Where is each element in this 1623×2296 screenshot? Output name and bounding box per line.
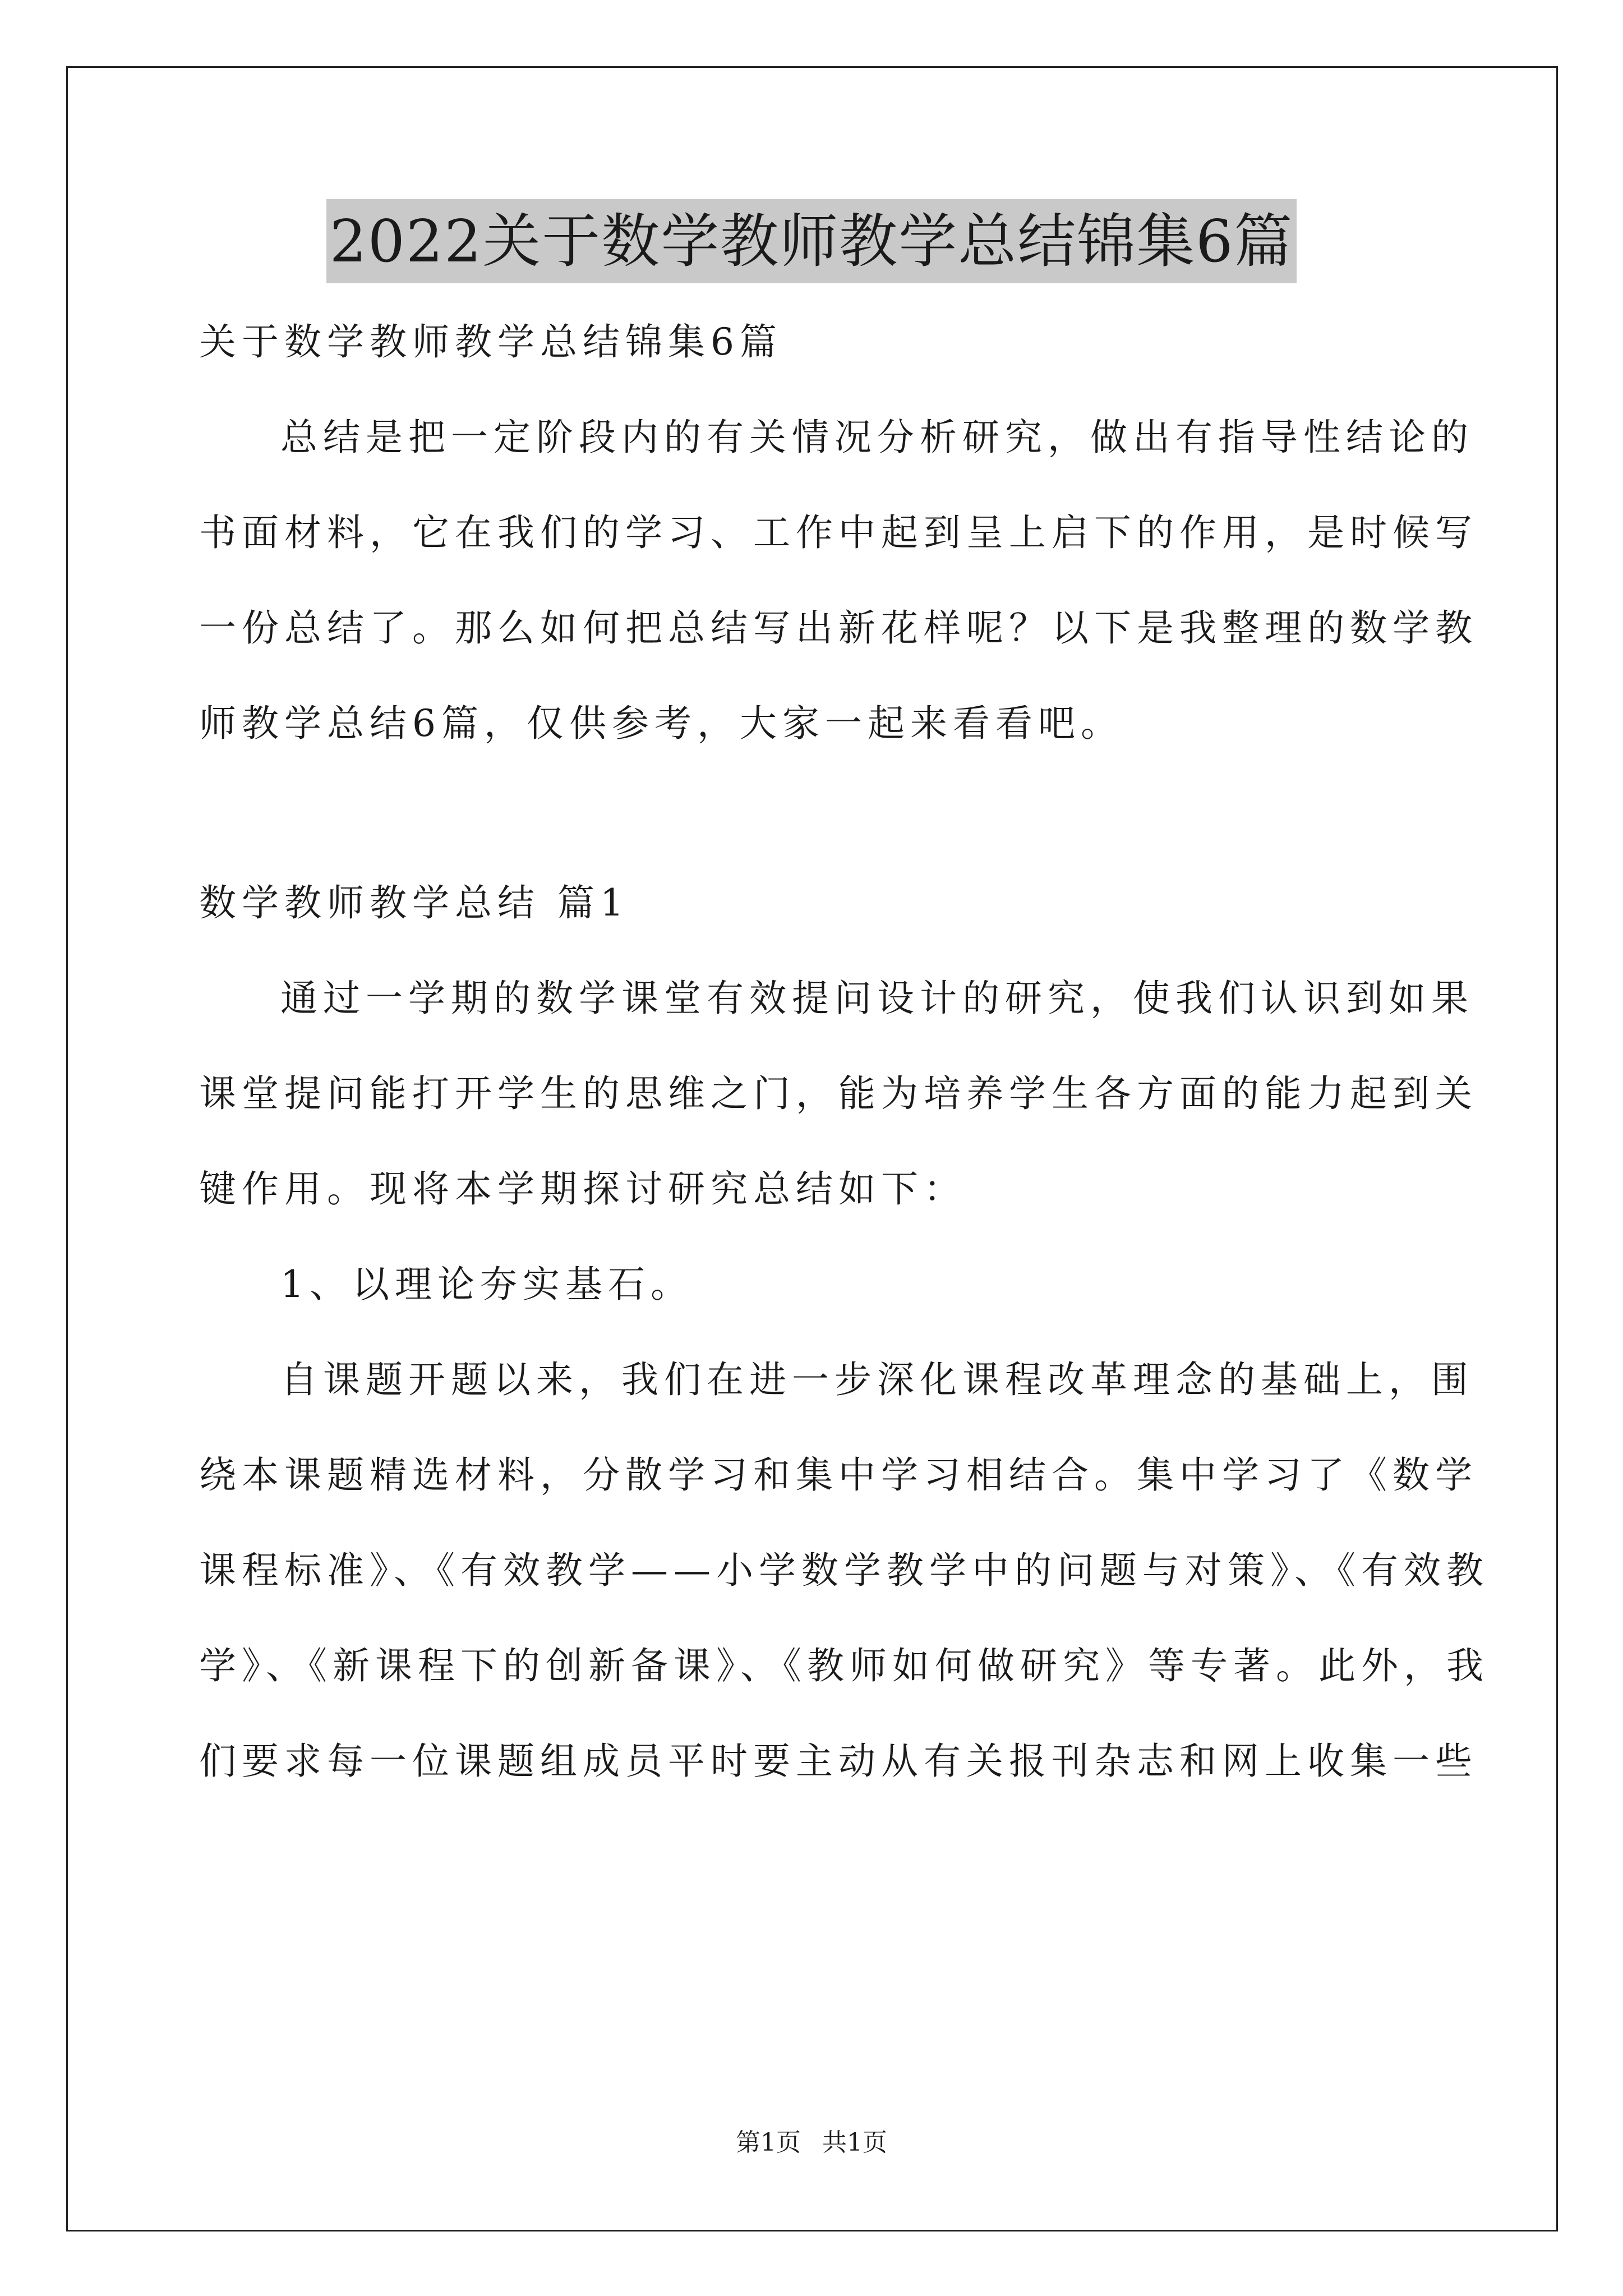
paragraph-line: 总结是把一定阶段内的有关情况分析研究，做出有指导性结论的 <box>280 416 1474 459</box>
document-title: 2022关于数学教师教学总结锦集6篇 <box>326 199 1297 283</box>
paragraph-line: 师教学总结6篇，仅供参考，大家一起来看看吧。 <box>199 702 1123 745</box>
paragraph-line: 书面材料，它在我们的学习、工作中起到呈上启下的作用，是时候写 <box>199 511 1478 554</box>
paragraph-line: 课程标准》、《有效教学——小学数学教学中的问题与对策》、《有效教 <box>199 1549 1489 1592</box>
list-item-heading: 1、以理论夯实基石。 <box>280 1263 693 1306</box>
paragraph-line: 通过一学期的数学课堂有效提问设计的研究，使我们认识到如果 <box>280 977 1474 1020</box>
paragraph-line: 自课题开题以来，我们在进一步深化课程改革理念的基础上，围 <box>280 1358 1474 1401</box>
subtitle-line: 关于数学教师教学总结锦集6篇 <box>199 320 782 364</box>
section-heading: 数学教师教学总结 篇1 <box>199 881 629 924</box>
paragraph-line: 一份总结了。那么如何把总结写出新花样呢？以下是我整理的数学教 <box>199 606 1478 650</box>
page-border <box>66 66 1558 2231</box>
paragraph-line: 们要求每一位课题组成员平时要主动从有关报刊杂志和网上收集一些 <box>199 1740 1478 1783</box>
paragraph-line: 学》、《新课程下的创新备课》、《教师如何做研究》等专著。此外，我 <box>199 1644 1489 1687</box>
paragraph-line: 绕本课题精选材料，分散学习和集中学习相结合。集中学习了《数学 <box>199 1453 1478 1497</box>
page-number: 第1页 <box>736 2128 801 2157</box>
title-container <box>0 199 1623 283</box>
page-footer <box>0 2126 1623 2160</box>
paragraph-line: 课堂提问能打开学生的思维之门，能为培养学生各方面的能力起到关 <box>199 1072 1478 1115</box>
page-total: 共1页 <box>822 2128 887 2157</box>
paragraph-line: 键作用。现将本学期探讨研究总结如下： <box>199 1167 966 1211</box>
